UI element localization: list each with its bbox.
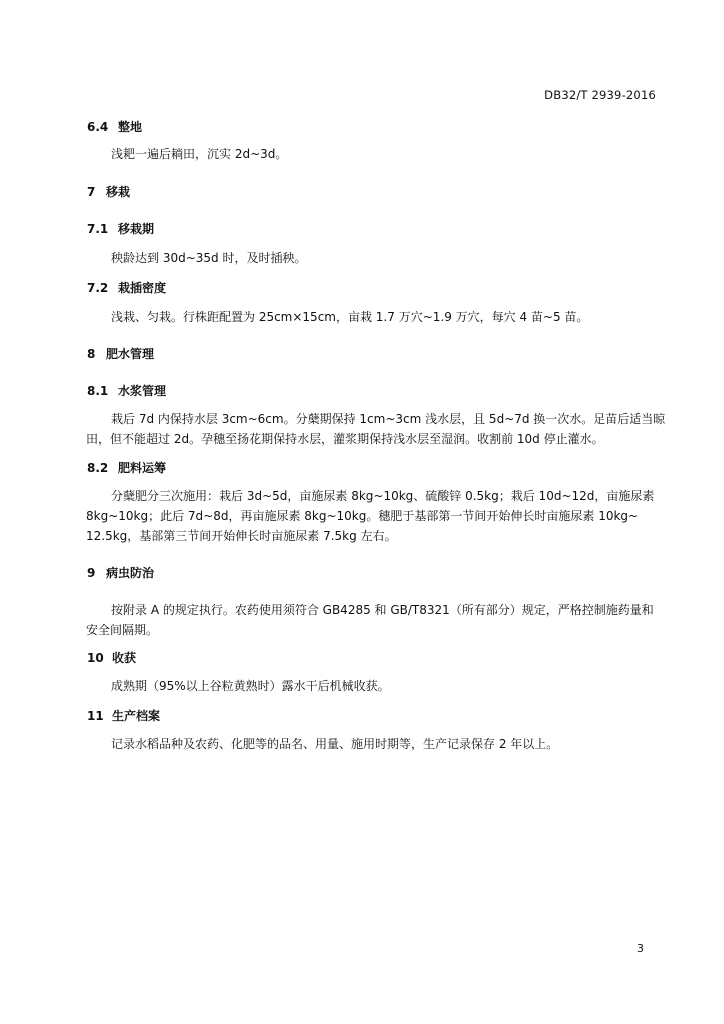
section-title: 栽插密度 xyxy=(118,281,167,295)
heading-10 xyxy=(0,650,724,666)
paragraph-line: 成熟期（95%以上谷粒黄熟时）露水干后机械收获。 xyxy=(111,679,390,693)
section-number: 11 xyxy=(87,709,104,723)
section-title: 病虫防治 xyxy=(106,566,155,580)
section-title: 肥水管理 xyxy=(106,347,155,361)
section-number: 7.1 xyxy=(87,222,109,236)
section-number: 7.2 xyxy=(87,281,109,295)
section-title: 收获 xyxy=(112,651,137,665)
paragraph-6-4 xyxy=(86,144,656,164)
heading-7-1 xyxy=(0,221,724,237)
paragraph-line: 秧龄达到 30d~35d 时，及时插秧。 xyxy=(111,251,307,265)
paragraph-line: 分蘖肥分三次施用：栽后 3d~5d，亩施尿素 8kg~10kg、硫酸锌 0.5kg；栽后 10d~12d，亩施尿素 xyxy=(111,489,655,503)
heading-6-4 xyxy=(0,119,724,135)
paragraph-line: 栽后 7d 内保持水层 3cm~6cm。分蘖期保持 1cm~3cm 浅水层，且 5d~7d 换一次水。足苗后适当晾 xyxy=(111,412,666,426)
paragraph-line: 浅栽、匀栽。行株距配置为 25cm×15cm，亩栽 1.7 万穴~1.9 万穴，每穴 4 苗~5 苗。 xyxy=(111,310,589,324)
section-title: 移栽期 xyxy=(118,222,155,236)
section-title: 移栽 xyxy=(106,185,131,199)
section-number: 8 xyxy=(87,347,96,361)
paragraph-7-2 xyxy=(86,307,656,327)
section-number: 9 xyxy=(87,566,96,580)
heading-7-2 xyxy=(0,280,724,296)
paragraph-8-2 xyxy=(86,486,656,546)
paragraph-10 xyxy=(86,676,656,696)
document-code: DB32/T 2939-2016 xyxy=(544,88,656,102)
section-number: 7 xyxy=(87,185,96,199)
section-title: 水浆管理 xyxy=(118,384,167,398)
heading-11 xyxy=(0,708,724,724)
paragraph-line: 按附录 A 的规定执行。农药使用须符合 GB4285 和 GB/T8321（所有部分）规定，严格控制施药量和 xyxy=(111,603,654,617)
paragraph-11 xyxy=(86,734,656,754)
paragraph-line: 12.5kg，基部第三节间开始伸长时亩施尿素 7.5kg 左右。 xyxy=(86,529,397,543)
page-number: 3 xyxy=(637,942,644,955)
section-number: 6.4 xyxy=(87,120,109,134)
paragraph-line: 田，但不能超过 2d。孕穗至扬花期保持水层，灌浆期保持浅水层至湿润。收割前 10d 停止灌水。 xyxy=(86,432,604,446)
paragraph-9 xyxy=(86,600,656,640)
paragraph-8-1 xyxy=(86,409,666,449)
section-title: 整地 xyxy=(118,120,143,134)
paragraph-line: 浅耙一遍后耥田，沉实 2d~3d。 xyxy=(111,147,288,161)
section-number: 10 xyxy=(87,651,104,665)
heading-9 xyxy=(0,565,724,581)
paragraph-line: 8kg~10kg；此后 7d~8d，再亩施尿素 8kg~10kg。穗肥于基部第一节间开始伸长时亩施尿素 10kg~ xyxy=(86,509,639,523)
heading-8-1 xyxy=(0,383,724,399)
paragraph-line: 安全间隔期。 xyxy=(86,623,159,637)
section-number: 8.1 xyxy=(87,384,109,398)
section-title: 生产档案 xyxy=(112,709,161,723)
heading-7 xyxy=(0,184,724,200)
section-title: 肥料运筹 xyxy=(118,461,167,475)
paragraph-7-1 xyxy=(86,248,656,268)
heading-8 xyxy=(0,346,724,362)
heading-8-2 xyxy=(0,460,724,476)
paragraph-line: 记录水稻品种及农药、化肥等的品名、用量、施用时期等，生产记录保存 2 年以上。 xyxy=(111,737,559,751)
section-number: 8.2 xyxy=(87,461,109,475)
